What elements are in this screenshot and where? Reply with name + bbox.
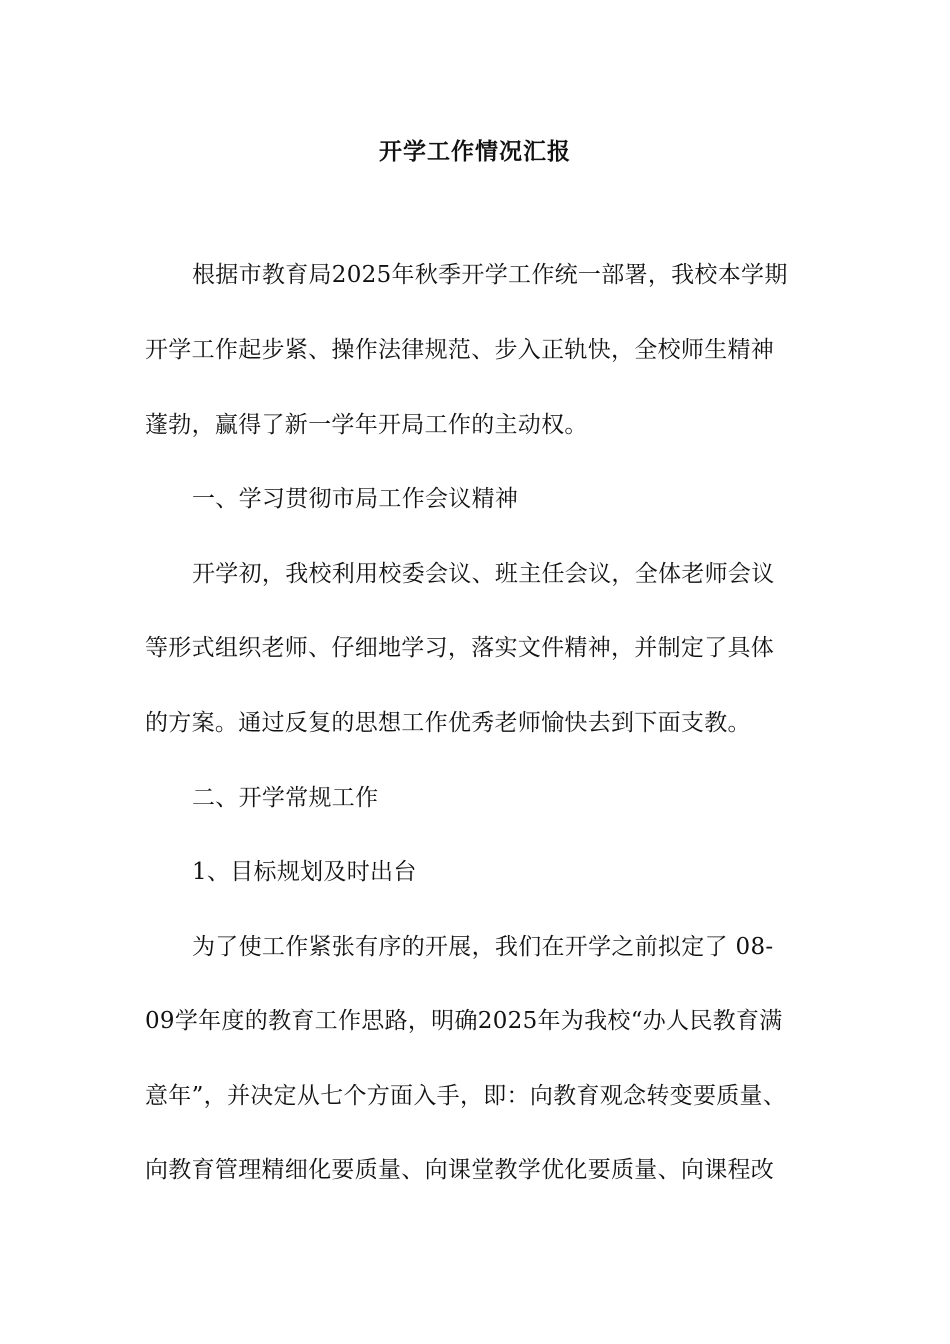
paragraph-line-10: 向教育管理精细化要质量、向课堂教学优化要质量、向课程改 xyxy=(145,1157,775,1183)
document-title: 开学工作情况汇报 xyxy=(379,138,571,165)
paragraph-line-2: 开学工作起步紧、操作法律规范、步入正轨快，全校师生精神 xyxy=(145,337,775,363)
paragraph-line-6: 的方案。通过反复的思想工作优秀老师愉快去到下面支教。 xyxy=(145,710,751,736)
paragraph-line-9: 意年”，并决定从七个方面入手，即：向教育观念转变要质量、 xyxy=(145,1083,787,1109)
section-heading-1: 一、学习贯彻市局工作会议精神 xyxy=(192,486,519,512)
section-heading-2: 二、开学常规工作 xyxy=(192,785,379,811)
paragraph-line-7: 为了使工作紧张有序的开展，我们在开学之前拟定了 08- xyxy=(192,934,774,960)
paragraph-line-8: 09学年度的教育工作思路，明确2025年为我校“办人民教育满 xyxy=(145,1008,783,1034)
paragraph-line-4: 开学初，我校利用校委会议、班主任会议，全体老师会议 xyxy=(192,561,775,587)
paragraph-line-3: 蓬勃，赢得了新一学年开局工作的主动权。 xyxy=(145,412,588,438)
subsection-heading-1: 1、目标规划及时出台 xyxy=(192,859,417,885)
paragraph-line-1: 根据市教育局2025年秋季开学工作统一部署，我校本学期 xyxy=(192,262,788,288)
paragraph-line-5: 等形式组织老师、仔细地学习，落实文件精神，并制定了具体 xyxy=(145,635,775,661)
